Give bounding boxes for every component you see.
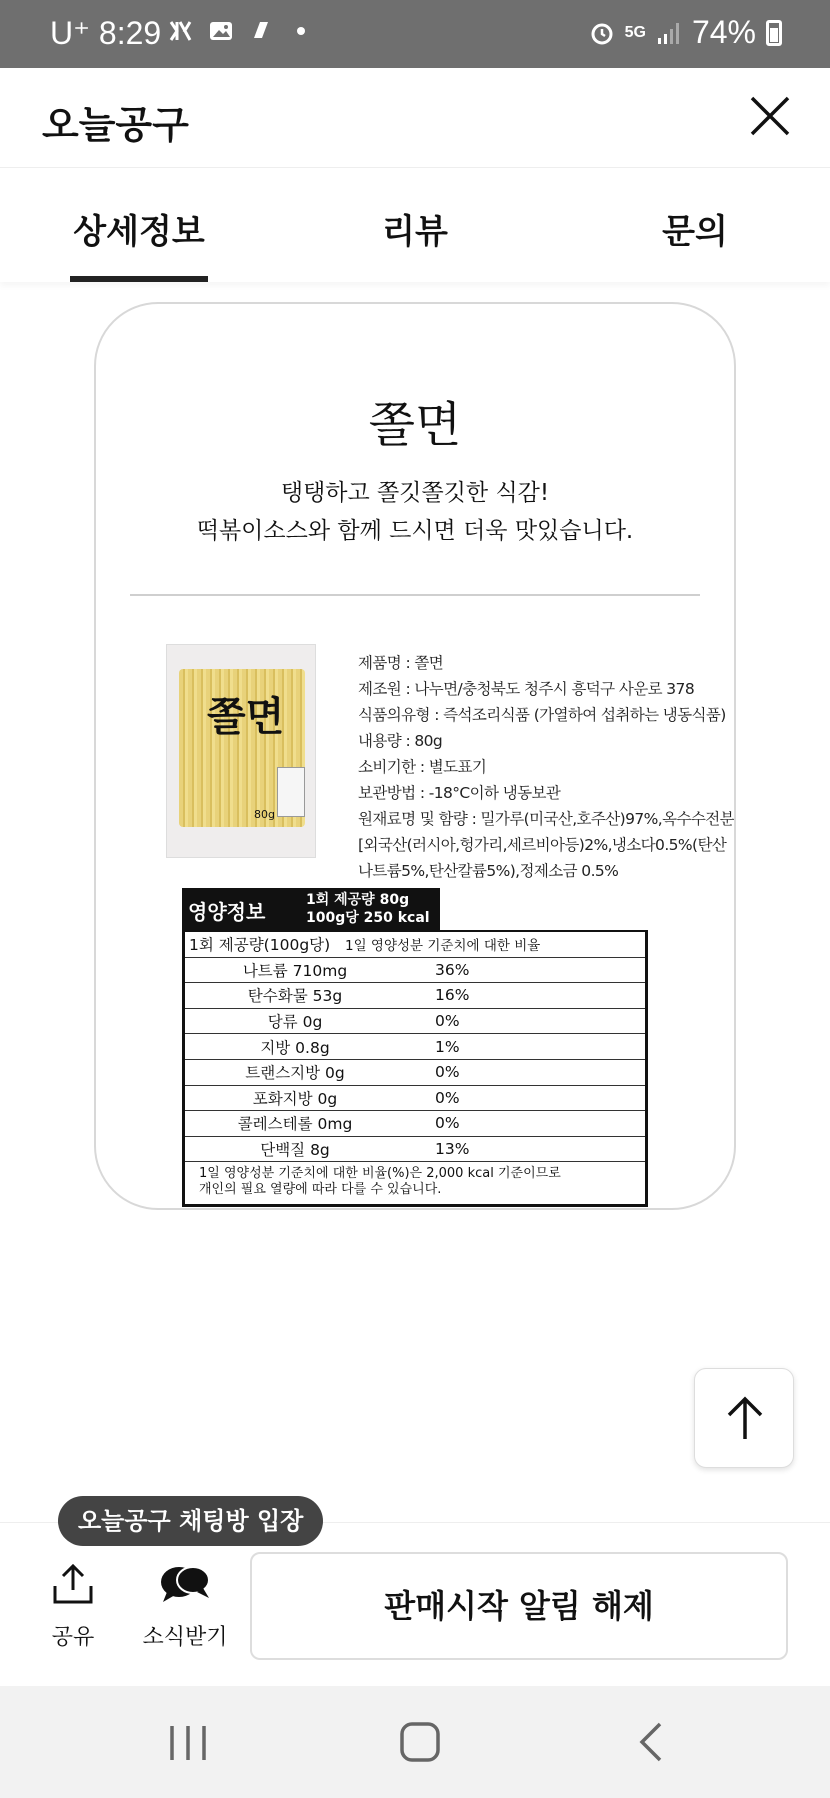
carrier: U⁺ [50, 15, 90, 51]
status-bar [0, 0, 830, 68]
nutrient-percent: 13% [435, 1140, 470, 1159]
info-storage: 보관방법 : -18°C이하 냉동보관 [358, 784, 561, 802]
description-line-1: 탱탱하고 쫄깃쫄깃한 식감! [280, 480, 550, 506]
description-line-2: 떡볶이소스와 함께 드시면 더욱 맛있습니다. [196, 518, 634, 544]
info-product-name: 제품명 : 쫄면 [358, 654, 444, 672]
table-row [185, 1137, 645, 1163]
tab-review[interactable]: 리뷰 [382, 212, 448, 252]
back-button[interactable] [622, 1716, 682, 1768]
nutrition-serving [292, 888, 440, 930]
serving-calories: 100g당 250 kcal [306, 910, 430, 926]
nutrient-name: 나트륨 710mg [242, 961, 348, 980]
battery-percent: 74% [691, 14, 756, 50]
tab-inquiry[interactable]: 문의 [662, 212, 728, 252]
scroll-to-top-button[interactable] [694, 1368, 794, 1468]
share-icon [51, 1562, 95, 1606]
info-net-weight: 내용량 : 80g [358, 732, 443, 750]
product-name: 쫄면 [368, 397, 462, 453]
chat-room-entry-bubble[interactable]: 오늘공구 채팅방 입장 [58, 1496, 323, 1546]
subscribe-news-button[interactable] [140, 1562, 230, 1651]
gallery-icon [208, 18, 234, 44]
table-row [185, 983, 645, 1009]
network-type: 5G [624, 23, 646, 41]
nutrition-footnote [185, 1162, 645, 1204]
column-name: 1회 제공량(100g당) [189, 936, 331, 955]
recent-apps-button[interactable] [158, 1716, 218, 1768]
nutrient-percent: 0% [435, 1088, 460, 1107]
product-description [96, 474, 734, 550]
product-info-list [358, 650, 736, 884]
system-navigation-bar [0, 1686, 830, 1798]
package-label: 쫄면 [207, 694, 285, 740]
package-weight: 80g [254, 808, 275, 821]
nutrient-percent: 1% [435, 1037, 460, 1056]
home-icon [390, 1716, 450, 1768]
share-button[interactable] [40, 1562, 106, 1651]
table-row [185, 1009, 645, 1035]
notification-icons [168, 18, 314, 44]
arrow-up-icon [723, 1395, 767, 1441]
app-notification-icon [248, 18, 274, 44]
table-row [185, 1034, 645, 1060]
nutrient-percent: 0% [435, 1114, 460, 1133]
dot-icon [288, 18, 314, 44]
clock: 8:29 [98, 15, 162, 51]
info-manufacturer: 제조원 : 나누면/충청북도 청주시 흥덕구 사운로 378 [358, 680, 695, 698]
nutrient-name: 당류 0g [267, 1013, 323, 1032]
table-row [185, 1086, 645, 1112]
table-row [185, 1111, 645, 1137]
serving-size: 1회 제공량 80g [306, 892, 410, 908]
nutrition-header [182, 888, 650, 930]
nutrient-name: 콜레스테롤 0mg [237, 1115, 353, 1134]
info-ingredients: 원재료명 및 함량 : 밀가루(미국산,호주산)97%,옥수수전분[외국산(러시아,헝가리,세르비아등)2%,냉소다0.5%(탄산나트륨5%,탄산칼륨5%),정제소금 0.5% [358, 810, 734, 880]
recent-apps-icon [158, 1716, 218, 1768]
back-icon [622, 1716, 682, 1768]
nutrient-percent: 0% [435, 1063, 460, 1082]
table-row [185, 1060, 645, 1086]
close-icon [746, 92, 794, 140]
product-detail-card [94, 302, 736, 1210]
page-title: 오늘공구 [42, 103, 189, 147]
nutrient-name: 탄수화물 53g [247, 987, 343, 1006]
cancel-sale-alarm-button[interactable]: 판매시작 알림 해제 [250, 1552, 788, 1660]
nutrient-percent: 36% [435, 960, 470, 979]
nutrient-name: 지방 0.8g [260, 1038, 330, 1057]
nutrient-percent: 16% [435, 986, 470, 1005]
nutrition-table [182, 930, 648, 1207]
package-label-tag [277, 767, 305, 817]
info-food-type: 식품의유형 : 즉석조리식품 (가열하여 섭취하는 냉동식품) [358, 706, 726, 724]
tab-bar [0, 168, 830, 282]
nutrient-name: 트랜스지방 0g [245, 1064, 345, 1083]
footnote-line-2: 개인의 필요 열량에 따라 다를 수 있습니다. [199, 1182, 442, 1198]
status-right [589, 14, 782, 51]
battery-icon [766, 20, 782, 46]
nutrition-title: 영양정보 [182, 888, 292, 930]
footnote-line-1: 1일 영양성분 기준치에 대한 비율(%)은 2,000 kcal 기준이므로 [199, 1166, 561, 1182]
chat-bubbles-icon [159, 1562, 211, 1606]
divider [130, 594, 700, 596]
table-row [185, 958, 645, 984]
nutrition-table-header [185, 932, 645, 958]
nutrient-name: 단백질 8g [260, 1141, 330, 1160]
column-percent: 1일 영양성분 기준치에 대한 비율 [345, 938, 541, 955]
alarm-icon [589, 20, 615, 46]
nutrient-name: 포화지방 0g [252, 1089, 338, 1108]
tab-detail[interactable]: 상세정보 [73, 212, 205, 252]
home-button[interactable] [390, 1716, 450, 1768]
k-notification-icon [168, 18, 194, 44]
status-carrier-time [50, 14, 161, 52]
app-header [0, 68, 830, 168]
signal-icon [656, 20, 682, 46]
share-label: 공유 [51, 1625, 95, 1650]
active-tab-indicator [70, 276, 208, 282]
news-label: 소식받기 [142, 1625, 228, 1650]
close-button[interactable] [746, 92, 794, 140]
nutrition-facts [182, 888, 650, 1207]
info-expiry: 소비기한 : 별도표기 [358, 758, 487, 776]
product-package-image [166, 644, 316, 858]
nutrient-percent: 0% [435, 1012, 460, 1031]
